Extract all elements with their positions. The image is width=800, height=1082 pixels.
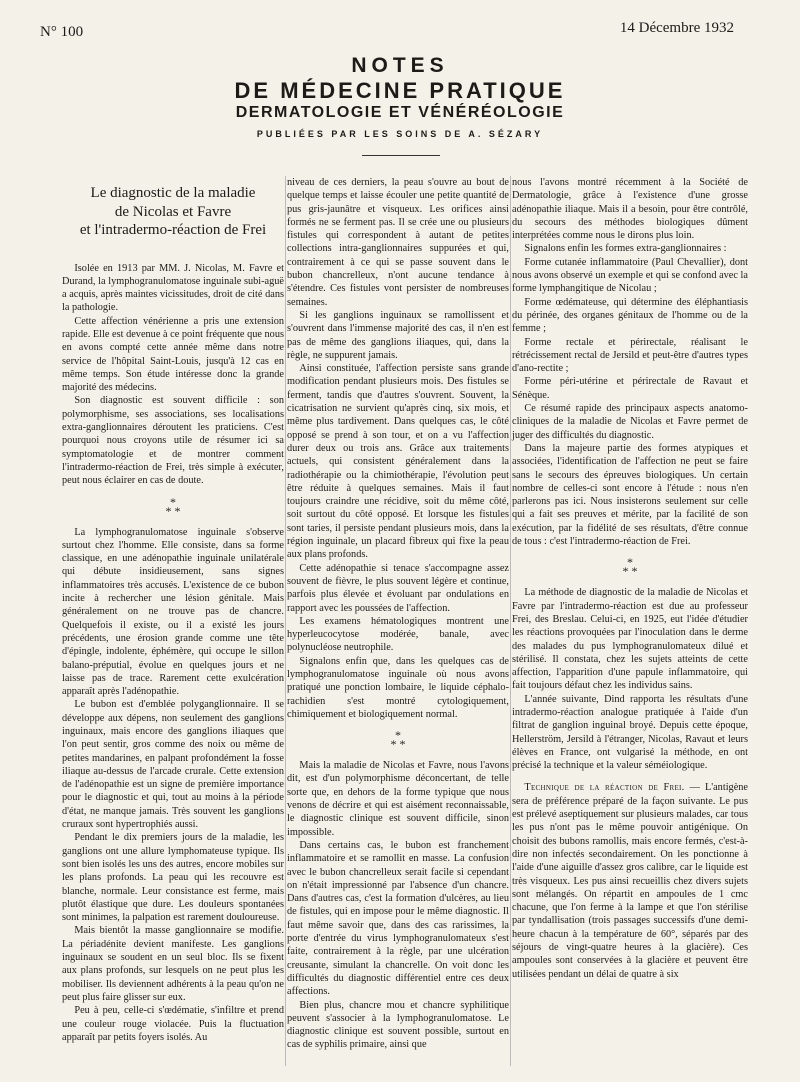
column-separator [510, 176, 511, 1066]
paragraph: Signalons enfin les formes extra-ganglionnaires : [524, 243, 727, 255]
section-separator: * * * [622, 555, 638, 579]
paragraph: Forme cutanée inflammatoire (Paul Chevallier), dont nous avons observé un exemple et qui se confond avec la forme lymphangitique de Nicolau ; [512, 256, 748, 295]
paragraph: Peu à peu, celle-ci s'œdématie, s'infiltre et prend une couleur rouge violacée. Puis la fluctuation apparaît par petits foyers isolés. Au [62, 1005, 284, 1043]
masthead-notes: NOTES [351, 54, 449, 77]
article-title: Le diagnostic de la maladie de Nicolas et Favre et l'intradermo-réaction de Frei [79, 185, 267, 238]
issue-date: 14 Décembre 1932 [619, 20, 734, 36]
paragraph: Le bubon est d'emblée polyganglionnaire. Il se développe aux dépens, non seulement des ganglions inguinaux, mais encore des ganglions iliaques que l'on peut sentir, gros comme des noix ou même de petites mandarines, en palpant profondément la fosse iliaque au-dessus de l'arcade crurale. Cette extension de l'adénopathie est un signe de première importance pour le diagnostic et qui, tout au moins à la période d'état, ne manque jamais. Très souvent les ganglions cruraux sont hypertrophiés aussi. [62, 699, 284, 831]
paragraph: Pendant le dix premiers jours de la maladie, les ganglions ont une allure lymphomateuse typique. Ils sont bien isolés les uns des autres, encore mobiles sur les plans profonds. La peau qui les recouvre est blanche, normale. Leur consistance est ferme, mais plutôt élastique que dure. Les douleurs spontanées sont minimes, la palpation est rarement douloureuse. [62, 832, 284, 924]
paragraph: Forme œdémateuse, qui détermine des éléphantiasis du périnée, des organes génitaux de l'homme ou de la femme ; [512, 296, 748, 335]
paragraph: Les examens hématologiques montrent une hyperleucocytose modérée, banale, avec polynucléose neutrophile. [287, 615, 509, 654]
paragraph: Forme rectale et périrectale, réalisant le rétrécissement rectal de Jersild et peut-être d'autres types d'ano-rectite ; [512, 336, 748, 375]
paragraph: Dans certains cas, le bubon est franchement inflammatoire et se ramollit en masse. La confusion avec le bubon chancrelleux serait facile si cependant on n'était impressionné par l'absence d'un chancre. Dans d'autres cas, c'est la formation d'ulcères, au lieu de fistules, qui en impose pour le même diagnostic. Il faut même savoir que, dans des cas rarissimes, la porte d'entrée du virus lymphogranulomateux s'est faite, contrairement à la règle, par une ulcération creusante, simulant la chancrelle. On voit donc les difficultés du diagnostic différentiel entre ces deux affections. [287, 839, 509, 998]
column-3 [512, 176, 748, 981]
issue-number: N° 100 [40, 24, 84, 40]
paragraph: niveau de ces derniers, la peau s'ouvre au bout de quelque temps et laisse écouler une petite quantité de pus gris-jaunâtre et visqueux. Les orifices ainsi formés ne se ferment pas. Il se crée une ou plusieurs fistules qui correspondent à autant de petites collections intra-ganglionnaires suppurées et qui, contrairement à ce qui se passe souvent dans le bubon chancrelleux, n'ont aucune tendance à s'étendre. Ces fistules vont persister de nombreuses semaines. [287, 177, 509, 308]
paragraph: Ce résumé rapide des principaux aspects anatomo-cliniques de la maladie de Nicolas et Favre permet de juger des difficultés du diagnostic. [512, 403, 748, 441]
paragraph: Mais bientôt la masse ganglionnaire se modifie. La périadénite devient manifeste. Les ganglions inguinaux se soudent en un seul bloc. Ils se fixent aux plans profonds, sur lesquels on ne peut plus les mobiliser. Ils deviennent adhérents à la peau qu'on ne peut plus faire glisser sur eux. [62, 925, 284, 1003]
paragraph: Mais la maladie de Nicolas et Favre, nous l'avons dit, est d'un polymorphisme déconcertant, de telle sorte que, en dehors de la forme typique que nous venons de décrire et qui est aisément reconnaissable, le diagnostic clinique est souvent difficile, sinon impossible. [287, 760, 509, 838]
paragraph: Cette affection vénérienne a pris une extension rapide. Elle est devenue à ce point fréquente que nous en avons compté cette année même dans notre service de l'hôpital Saint-Louis, jusqu'à 12 cas en même temps. Son étude intéresse donc la grande majorité des médecins. [62, 315, 284, 394]
paragraph: nous l'avons montré récemment à la Société de Dermatologie, grâce à l'existence d'une grosse adénopathie iliaque. Mais il a besoin, pour être contrôlé, du secours des méthodes biologiques dûment interprétées comme nous le dirons plus loin. [512, 177, 748, 242]
paragraph: Bien plus, chancre mou et chancre syphilitique peuvent s'associer à la lymphogranulomatose. Le diagnostic clinique est souvent possible, surtout en cas de syphilis primaire, ainsi que [287, 999, 509, 1051]
masthead-subtitle: DERMATOLOGIE ET VÉNÉRÉOLOGIE [235, 104, 565, 121]
paragraph: Isolée en 1913 par MM. J. Nicolas, M. Favre et Durand, la lymphogranulomatose inguinale subi-aguë a acquis, après maintes vicissitudes, droit de cité dans la pathologie. [62, 262, 284, 314]
paragraph: Signalons enfin que, dans les quelques cas de lymphogranulomatose inguinale où nous avons pratiqué une ponction lombaire, le liquide céphalo-rachidien s'est montré cytologiquement, chimiquement et biologiquement normal. [287, 655, 509, 720]
paragraph: Son diagnostic est souvent difficile : son polymorphisme, ses associations, ses localisations extra-ganglionnaires déroutent les praticiens. C'est pourquoi nous croyons utile de résumer ici sa symptomatologie et de montrer comment l'intradermo-réaction de Frei, très simple à exécuter, peut nous éclairer en cas de doute. [62, 395, 284, 487]
column-separator [285, 176, 286, 1066]
column-1 [62, 176, 284, 1044]
masthead-title: DE MÉDECINE PRATIQUE [234, 78, 566, 103]
masthead-rule [362, 155, 440, 156]
paragraph: La méthode de diagnostic de la maladie de Nicolas et Favre par l'intradermo-réaction est due au professeur Frei, des Breslau. Celui-ci, en 1925, eut l'idée d'étudier les réactions provoquées par l'inoculation dans le derme des malades du pus lymphogranulomateux dilué et stérilisé. Il constata, chez les sujets atteints de cette affection, l'apparition d'une papule inflammatoire, qui fait toujours défaut chez les individus sains. [512, 587, 748, 692]
paragraph: La lymphogranulomatose inguinale s'observe surtout chez l'homme. Elle consiste, dans sa forme classique, en une adénopathie inguinale unilatérale qui débute insidieusement, sans signes inflammatoires très accusés. L'existence de ce bubon incite à rechercher une lésion génitale. Mais généralement on ne trouve pas de chancre. Quelquefois il existe, ou il a existé les jours précédents, une érosion grande comme une tête d'épingle, indolente, éphémère, qui occupe le sillon balano-préputial, évolue en quelques jours et ne laisse pas de trace. Rarement cette exulcération apparaît après l'adénopathie. [62, 526, 284, 698]
paragraph: Dans la majeure partie des formes atypiques et associées, l'identification de l'affection ne peut se faire sans le secours des épreuves biologiques. Un certain nombre de celles-ci sont encore à l'étude : nous n'en parlerons pas ici. Nous insisterons seulement sur celle qui a fait ses preuves et mérite, par la facilité de son exécution, par la fidélité de ses résultats, d'être connue de tous : c'est l'intradermo-réaction de Frei. [512, 442, 748, 548]
section-separator: * * * [390, 728, 406, 752]
paragraph: Ainsi constituée, l'affection persiste sans grande modification pendant plusieurs mois. Des fistules se ferment, tandis que d'autres s'ouvrent. Souvent, la cicatrisation ne survient qu'après cinq, six mois, et même plus tardivement. Dans quelques cas, le côté opposé se prend à son tour, et on a vu l'affection durer deux ou trois ans. Grâce aux traitements actuels, qui consistent généralement dans la radiothérapie ou la chimiothérapie, l'évolution peut être réduite à quelques semaines. Mais il faut toujours craindre une récidive, soit du même côté, soit surtout du côté opposé. Et lorsque les fistules sont taries, il persiste pendant plusieurs mois, dans la région inguinale, un placard fibreux qui fixe la peau aux plans profonds. [287, 363, 509, 561]
paragraph: Cette adénopathie si tenace s'accompagne assez souvent de fièvre, le plus souvent légère et continue, parfois plus élevée et évoluant par ondulations en rapport avec les poussées de l'affection. [287, 562, 509, 614]
paragraph: Si les ganglions inguinaux se ramollissent et s'ouvrent dans l'immense majorité des cas, il n'en est pas de même des ganglions iliaques, qui, dans la règle, ne suppurent jamais. [287, 309, 509, 361]
paragraph: Forme péri-utérine et périrectale de Ravaut et Sénèque. [512, 376, 748, 401]
section-separator: * * * [165, 494, 181, 518]
section-heading: Technique de la réaction de Frei. [524, 782, 685, 794]
paragraph: L'année suivante, Dind rapporta les résultats d'une intradermo-réaction analogue pratiquée à l'aide d'un filtrat de ganglion inguinal broyé. Depuis cette époque, Hellerström, Jersild à l'étranger, Nicolas, Ravaut et leurs élèves en France, ont vulgarisé la méthode, en ont précisé la technique et la valeur séméiologique. [512, 693, 748, 772]
column-2 [287, 176, 509, 1052]
paragraph: Technique de la réaction de Frei. — L'antigène sera de préférence préparé de la façon suivante. Le pus est prélevé aseptiquement sur plusieurs malades, car tous les pus n'ont pas le même pouvoir antigénique. On choisit des bubons ramollis, mais encore fermés, c'est-à-dire non infectés secondairement. On les ponctionne à l'aide d'une aiguille d'assez gros calibre, car le liquide est très visqueux. Les pus ainsi recueillis chez divers sujets sont mélangés. On répartit en ampoules de 1 cmc chacune, que l'on ferme à la lampe et que l'on stérilise par tyndallisation (trois passages successifs d'une demi-heure chacun à la température de 60°, séparés par des séjours de vingt-quatre heures à la glacière). Ces ampoules sont conservées à la glacière et peuvent être utilisées pendant un délai de quatre à six [512, 782, 748, 980]
masthead-editor: PUBLIÉES PAR LES SOINS DE A. SÉZARY [256, 129, 544, 139]
